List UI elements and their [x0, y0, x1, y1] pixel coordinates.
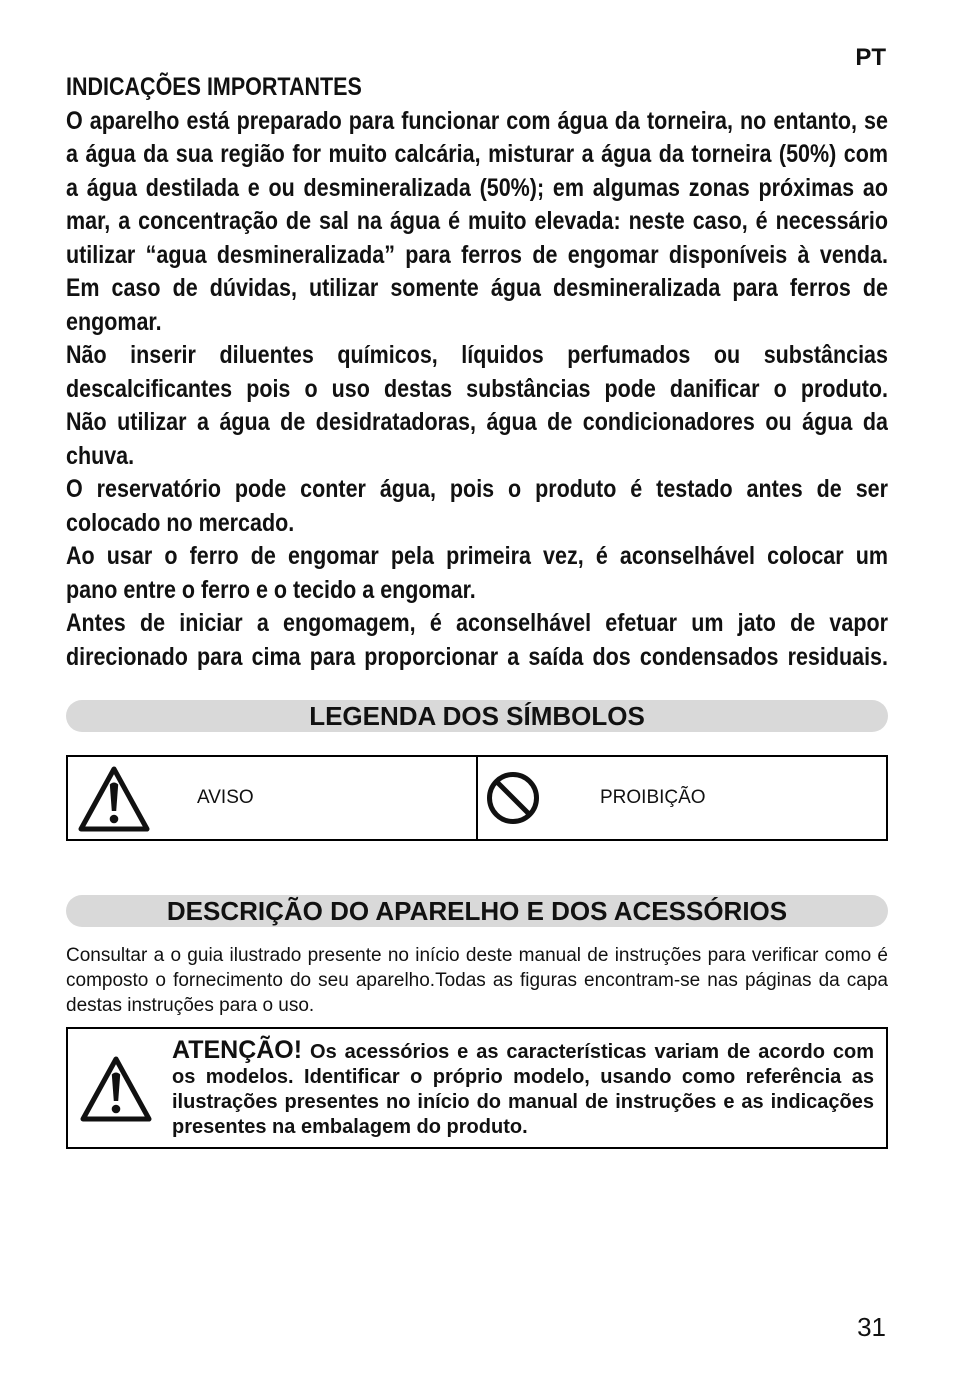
paragraph-line: Não inserir diluentes químicos, líquidos perfumados ou substâncias — [66, 341, 888, 369]
paragraph-line: a água destilada e ou desmineralizada (50%); em algumas zonas próximas ao — [66, 173, 888, 202]
paragraph-line: Em caso de dúvidas, utilizar somente água desmineralizada para ferros de — [66, 274, 888, 302]
symbol-label: AVISO — [197, 787, 254, 808]
paragraph-line: pano entre o ferro e o tecido a engomar. — [66, 575, 476, 604]
attention-label: ATENÇÃO! — [172, 1035, 303, 1064]
attention-line: presentes na embalagem do produto. — [172, 1115, 528, 1138]
paragraph-line: colocado no mercado. — [66, 508, 295, 537]
important-paragraph — [66, 339, 888, 473]
warning-triangle-icon — [78, 765, 150, 833]
section-header-description — [66, 895, 888, 927]
page-number: 31 — [857, 1312, 886, 1342]
intro-line: composto o fornecimento do seu aparelho.Todas as figuras encontram-se nas páginas da capa — [66, 969, 888, 991]
section-title: LEGENDA DOS SÍMBOLOS — [309, 701, 645, 731]
description-intro — [66, 943, 888, 1018]
symbol-label: PROIBIÇÃO — [600, 787, 706, 808]
intro-line: destas instruções para o uso. — [66, 994, 315, 1016]
symbol-cell-prohibition — [478, 757, 886, 839]
attention-text — [172, 1035, 874, 1140]
paragraph-line: O reservatório pode conter água, pois o produto é testado antes de ser — [66, 475, 888, 503]
symbol-cell-warning — [68, 757, 478, 839]
paragraph-line: Não utilizar a água de desidratadoras, água de condicionadores ou água da — [66, 408, 888, 436]
attention-line: ilustrações presentes no início do manual de instruções e as indicações — [172, 1090, 874, 1113]
section-header-legend — [66, 700, 888, 732]
attention-line: os modelos. Identificar o próprio modelo, usando como referência as — [172, 1065, 874, 1088]
paragraph-line: chuva. — [66, 441, 135, 470]
section-title: DESCRIÇÃO DO APARELHO E DOS ACESSÓRIOS — [166, 896, 788, 926]
attention-box — [66, 1027, 888, 1149]
paragraph-line: O aparelho está preparado para funcionar com água da torneira, no entanto, se — [66, 106, 888, 135]
paragraph-line: descalcificantes pois o uso destas substâncias pode danificar o produto. — [66, 374, 888, 403]
important-paragraph — [66, 105, 888, 340]
paragraph-line: engomar. — [66, 307, 162, 336]
warning-triangle-icon — [80, 1055, 152, 1123]
intro-line: Consultar a o guia ilustrado presente no início deste manual de instruções para verificar como é — [66, 944, 888, 966]
paragraph-line: utilizar “agua desmineralizada” para ferros de engomar disponíveis à venda. — [66, 240, 888, 269]
important-paragraph — [66, 473, 888, 540]
paragraph-line: mar, a concentração de sal na água é muito elevada: neste caso, é necessário — [66, 207, 888, 235]
language-code: PT — [855, 44, 886, 71]
paragraph-line: direcionado para cima para proporcionar a saída dos condensados residuais. — [66, 642, 888, 671]
attention-line-text: Os acessórios e as características variam de acordo com — [310, 1040, 874, 1063]
paragraph-line: Antes de iniciar a engomagem, é aconselhável efetuar um jato de vapor — [66, 609, 888, 637]
important-paragraph — [66, 607, 888, 674]
important-paragraph — [66, 540, 888, 607]
paragraph-line: a água da sua região for muito calcária, misturar a água da torneira (50%) com — [66, 140, 888, 168]
paragraph-line: Ao usar o ferro de engomar pela primeira vez, é aconselhável colocar um — [66, 542, 888, 570]
symbols-table — [66, 755, 888, 841]
attention-line — [172, 1035, 874, 1065]
important-section — [66, 71, 888, 674]
important-text — [66, 71, 888, 674]
prohibition-icon — [486, 771, 540, 825]
important-title: INDICAÇÕES IMPORTANTES — [66, 73, 362, 101]
